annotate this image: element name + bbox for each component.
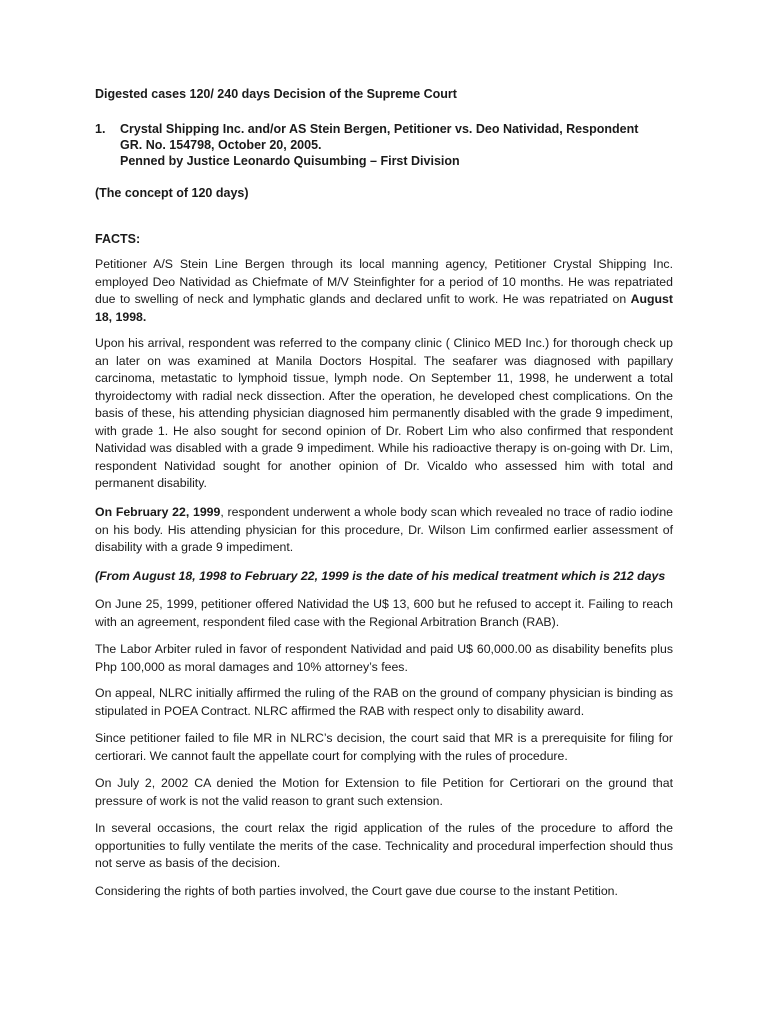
facts-paragraph-10: In several occasions, the court relax the rigid application of the rules of the procedure to afford the opportunities to fully ventilate the merits of the case. Technicality and procedural imperfection should thus not serve as basis of the decision. [95,821,673,870]
case-parties-line [95,121,638,137]
facts-heading: FACTS: [95,232,141,246]
case-parties: Crystal Shipping Inc. and/or AS Stein Bergen, Petitioner vs. Deo Natividad, Respondent [120,122,639,136]
case-citation [95,121,638,169]
case-penned-by: Penned by Justice Leonardo Quisumbing – First Division [120,154,460,168]
scan-date: On February 22, 1999 [95,505,221,519]
facts-paragraph-5: On June 25, 1999, petitioner offered Natividad the U$ 13, 600 but he refused to accept it. Failing to reach with an agreement, respondent filed case with the Regional Arbitration Branch (RAB). [95,597,673,629]
treatment-period-note: (From August 18, 1998 to February 22, 1999 is the date of his medical treatment which is 212 days [95,569,666,583]
facts-paragraph-11: Considering the rights of both parties involved, the Court gave due course to the instant Petition. [95,884,618,898]
document-title: Digested cases 120/ 240 days Decision of the Supreme Court [95,87,457,101]
concept-heading: (The concept of 120 days) [95,186,249,200]
facts-paragraph-9: On July 2, 2002 CA denied the Motion for Extension to file Petition for Certiorari on the ground that pressure of work is not the valid reason to grant such extension. [95,776,673,808]
facts-paragraph-1 [95,256,673,326]
facts-paragraph-8: Since petitioner failed to file MR in NLRC’s decision, the court said that MR is a prerequisite for filing for certiorari. We cannot fault the appellate court for complying with the rules of procedure. [95,731,673,763]
facts-paragraph-2: Upon his arrival, respondent was referred to the company clinic ( Clinico MED Inc.) for thorough check up an later on was examined at Manila Doctors Hospital. The seafarer was diagnosed with papillary carcinoma, metastatic to lymphoid tissue, lymph node. On September 11, 1998, he underwent a total thyroidectomy with radial neck dissection. After the operation, he developed chest complications. On the basis of these, his attending physician diagnosed him permanently disabled with the grade 9 impediment, with grade 1. He also sought for second opinion of Dr. Robert Lim who also confirmed that respondent Natividad was disabled with a grade 9 impediment. While his radioactive therapy is on-going with Dr. Lim, respondent Natividad sought for another opinion of Dr. Vicaldo who assessed him with total and permanent disability. [95,336,673,490]
facts-paragraph-7: On appeal, NLRC initially affirmed the ruling of the RAB on the ground of company physician is binding as stipulated in POEA Contract. NLRC affirmed the RAB with respect only to disability award. [95,686,673,718]
paragraph-text: Petitioner A/S Stein Line Bergen through its local manning agency, Petitioner Crystal Shipping Inc. employed Deo Natividad as Chiefmate of M/V Steinfighter for a period of 10 months. He was repatriated due to swelling of neck and lymphatic glands and declared unfit to work. He was repatriated on [95,257,673,306]
facts-paragraph-6: The Labor Arbiter ruled in favor of respondent Natividad and paid U$ 60,000.00 as disability benefits plus Php 100,000 as moral damages and 10% attorney’s fees. [95,642,673,674]
case-number: 1. [95,122,106,136]
paragraph-text: , respondent underwent a whole body scan which revealed no trace of radio iodine on his body. His attending physician for this procedure, Dr. Wilson Lim confirmed earlier assessment of disability with a grade 9 impediment. [95,505,673,554]
repatriation-date: August 18, 1998. [95,292,673,324]
facts-paragraph-3 [95,504,673,557]
case-gr-number: GR. No. 154798, October 20, 2005. [120,138,322,152]
